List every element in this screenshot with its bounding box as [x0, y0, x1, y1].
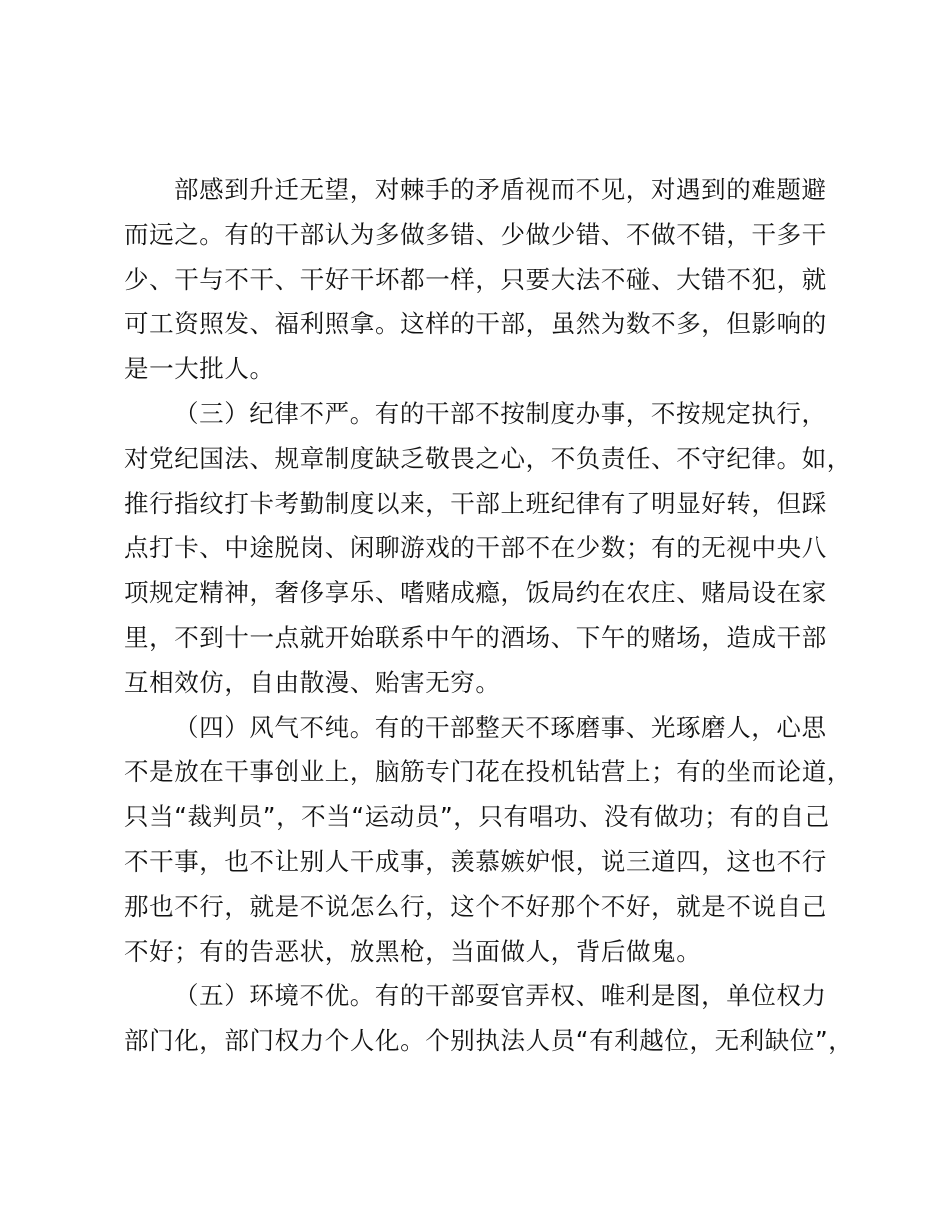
text-line: 是一大批人。 — [124, 354, 275, 384]
text-line: 只当“裁判员”，不当“运动员”，只有唱功、没有做功；有的自己 — [124, 802, 830, 832]
text-line: 那也不行，就是不说怎么行，这个不好那个不好，就是不说自己 — [124, 891, 827, 921]
text-line: 部门化，部门权力个人化。个别执法人员“有利越位，无利缺位”， — [124, 1026, 854, 1056]
text-line: 点打卡、中途脱岗、闲聊游戏的干部不在少数；有的无视中央八 — [124, 533, 827, 563]
text-line: 推行指纹打卡考勤制度以来，干部上班纪律有了明显好转，但踩 — [124, 488, 827, 518]
text-line: 互相效仿，自由散漫、贻害无穷。 — [124, 667, 501, 697]
paragraph-atmosphere — [124, 706, 864, 975]
paragraph-environment — [124, 974, 864, 1064]
text-line: 里，不到十一点就开始联系中午的酒场、下午的赌场，造成干部 — [124, 622, 827, 652]
text-line: 不好；有的告恶状，放黑枪，当面做人，背后做鬼。 — [124, 936, 702, 966]
body-text — [124, 168, 864, 1064]
text-line: 而远之。有的干部认为多做多错、少做少错、不做不错，干多干 — [124, 219, 827, 249]
text-line: 不干事，也不让别人干成事，羡慕嫉妒恨，说三道四，这也不行 — [124, 846, 827, 876]
text-line: 可工资照发、福利照拿。这样的干部，虽然为数不多，但影响的 — [124, 309, 827, 339]
text-line: 不是放在干事创业上，脑筋专门花在投机钻营上；有的坐而论道， — [124, 757, 852, 787]
text-line: （四）风气不纯。有的干部整天不琢磨事、光琢磨人，心思 — [174, 712, 827, 742]
paragraph-continuation — [124, 168, 864, 392]
text-line: 项规定精神，奢侈享乐、嗜赌成瘾，饭局约在农庄、赌局设在家 — [124, 578, 827, 608]
paragraph-discipline — [124, 392, 864, 706]
text-line: 少、干与不干、干好干坏都一样，只要大法不碰、大错不犯，就 — [124, 264, 827, 294]
text-line: （五）环境不优。有的干部耍官弄权、唯利是图，单位权力 — [174, 981, 827, 1011]
text-line: 部感到升迁无望，对棘手的矛盾视而不见，对遇到的难题避 — [174, 175, 827, 204]
text-line: 对党纪国法、规章制度缺乏敬畏之心，不负责任、不守纪律。如， — [124, 443, 852, 473]
text-line: （三）纪律不严。有的干部不按制度办事，不按规定执行， — [174, 398, 827, 428]
